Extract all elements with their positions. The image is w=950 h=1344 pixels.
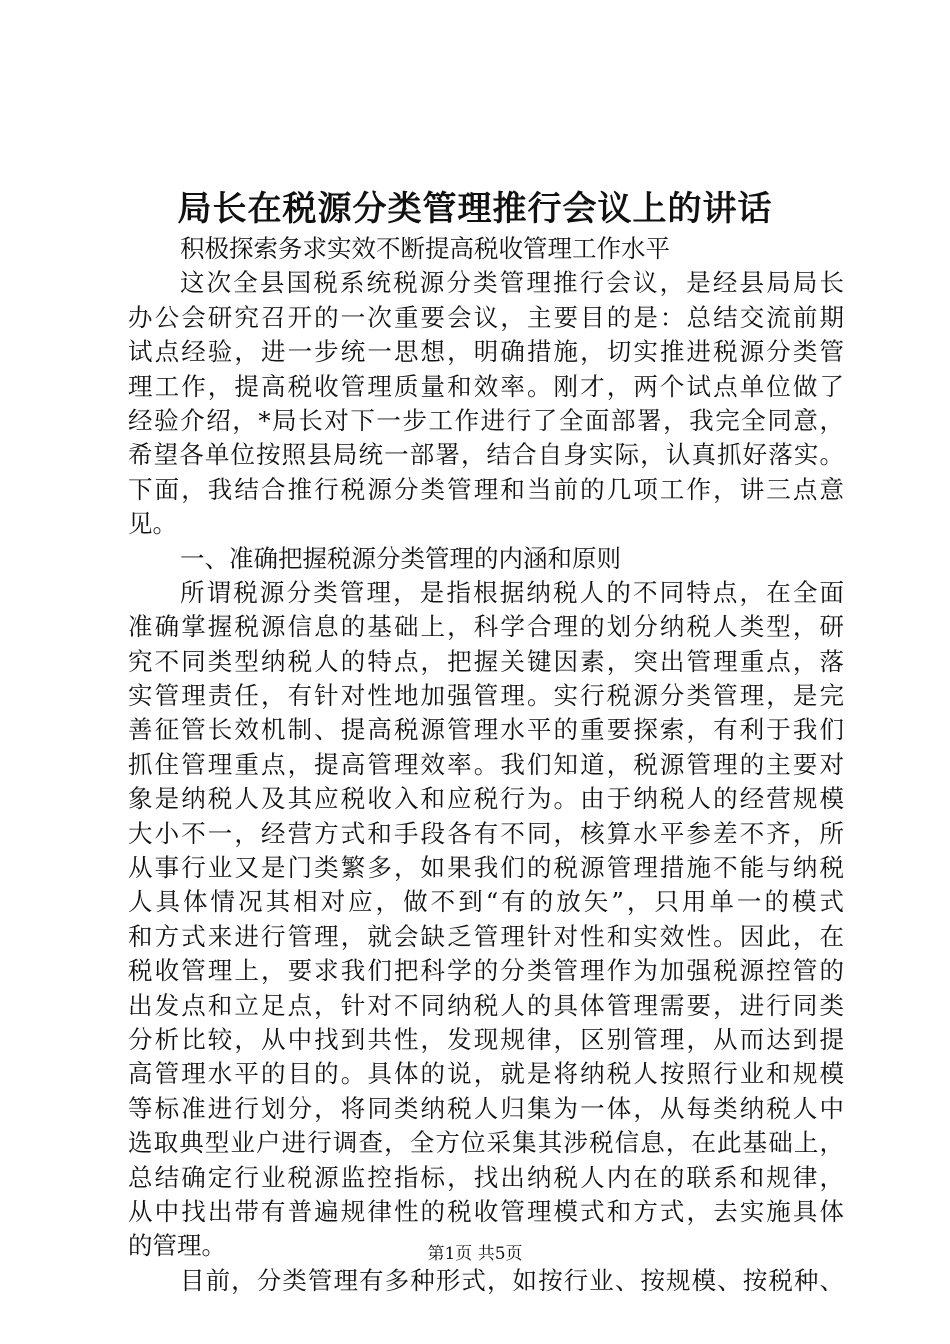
body-line: 希望各单位按照县局统一部署，结合自身实际，认真抓好落实。 (128, 440, 844, 470)
body-line: 究不同类型纳税人的特点，把握关键因素，突出管理重点，落 (128, 646, 844, 676)
body-line: 分析比较，从中找到共性，发现规律，区别管理，从而达到提 (128, 1024, 844, 1054)
body-line: 从中找出带有普遍规律性的税收管理模式和方式，去实施具体 (128, 1196, 844, 1226)
document-body (128, 232, 844, 1298)
body-line: 理工作，提高税收管理质量和效率。刚才，两个试点单位做了 (128, 371, 844, 401)
body-line: 目前，分类管理有多种形式，如按行业、按规模、按税种、 (180, 1265, 844, 1295)
body-line: 象是纳税人及其应税收入和应税行为。由于纳税人的经营规模 (128, 784, 844, 814)
body-line: 试点经验，进一步统一思想，明确措施，切实推进税源分类管 (128, 337, 844, 367)
body-line: 所谓税源分类管理，是指根据纳税人的不同特点，在全面 (180, 577, 844, 607)
body-line: 抓住管理重点，提高管理效率。我们知道，税源管理的主要对 (128, 749, 844, 779)
body-line: 准确掌握税源信息的基础上，科学合理的划分纳税人类型，研 (128, 612, 844, 642)
body-line: 的管理。 (128, 1231, 226, 1261)
body-line: 人具体情况其相对应，做不到“有的放矢”，只用单一的模式 (128, 887, 844, 917)
document-title: 局长在税源分类管理推行会议上的讲话 (177, 189, 773, 229)
body-line: 出发点和立足点，针对不同纳税人的具体管理需要，进行同类 (128, 990, 844, 1020)
body-line: 总结确定行业税源监控指标，找出纳税人内在的联系和规律， (128, 1162, 844, 1192)
body-line: 实管理责任，有针对性地加强管理。实行税源分类管理，是完 (128, 681, 844, 711)
body-line: 大小不一，经营方式和手段各有不同，核算水平参差不齐，所 (128, 818, 844, 848)
body-line: 善征管长效机制、提高税源管理水平的重要探索，有利于我们 (128, 715, 844, 745)
body-line: 一、准确把握税源分类管理的内涵和原则 (180, 543, 621, 573)
body-line: 高管理水平的目的。具体的说，就是将纳税人按照行业和规模 (128, 1059, 844, 1089)
body-line: 税收管理上，要求我们把科学的分类管理作为加强税源控管的 (128, 956, 844, 986)
body-line: 从事行业又是门类繁多，如果我们的税源管理措施不能与纳税 (128, 853, 844, 883)
page-footer: 第1页 共5页 (427, 1244, 523, 1264)
body-line: 和方式来进行管理，就会缺乏管理针对性和实效性。因此，在 (128, 921, 844, 951)
body-line: 选取典型业户进行调查，全方位采集其涉税信息，在此基础上， (128, 1128, 844, 1158)
body-line: 积极探索务求实效不断提高税收管理工作水平 (180, 234, 670, 263)
body-line: 办公会研究召开的一次重要会议，主要目的是：总结交流前期 (128, 302, 844, 332)
body-line: 等标准进行划分，将同类纳税人归集为一体，从每类纳税人中 (128, 1093, 844, 1123)
body-line: 下面，我结合推行税源分类管理和当前的几项工作，讲三点意 (128, 474, 844, 504)
body-line: 见。 (128, 509, 177, 539)
body-line: 经验介绍，*局长对下一步工作进行了全面部署，我完全同意， (128, 405, 844, 435)
body-line: 这次全县国税系统税源分类管理推行会议，是经县局局长 (180, 268, 844, 298)
